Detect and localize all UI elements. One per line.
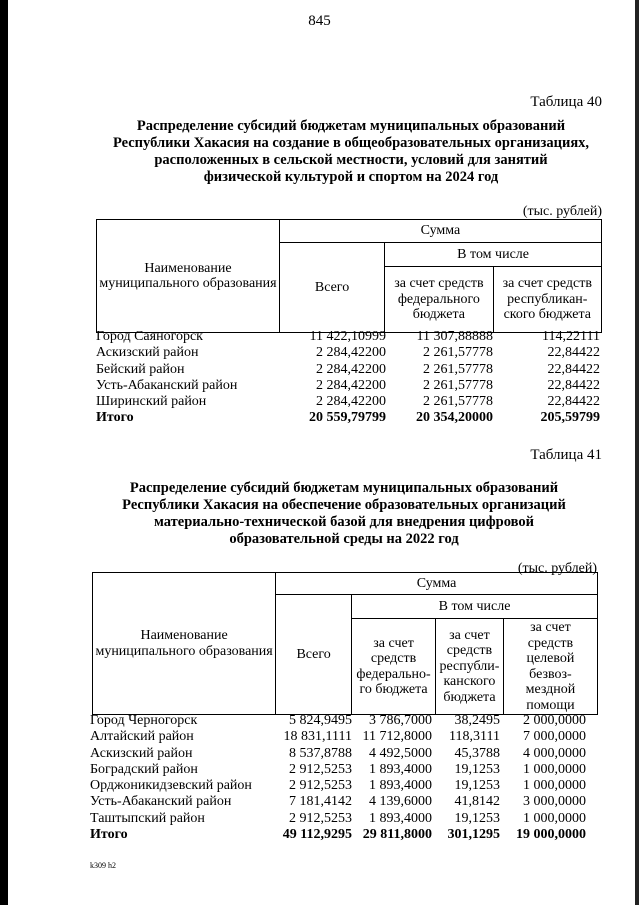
table40-caption: Таблица 40 bbox=[530, 94, 602, 110]
cell-total: 2 284,42200 bbox=[316, 394, 386, 410]
cell-federal: 2 261,57778 bbox=[423, 345, 493, 361]
table40-body bbox=[96, 329, 600, 427]
cell-total: 2 284,42200 bbox=[316, 345, 386, 361]
table-total-row bbox=[96, 410, 600, 426]
cell-federal: 4 492,5000 bbox=[369, 745, 432, 761]
table-row bbox=[90, 713, 586, 729]
cell-total: 2 912,5253 bbox=[289, 810, 352, 826]
table40-header-name: Наименование муниципального образования bbox=[97, 220, 280, 333]
cell-name: Усть-Абаканский район bbox=[90, 794, 232, 810]
table41-header-name: Наименование муниципального образования bbox=[93, 573, 276, 715]
cell-total: 2 284,42200 bbox=[316, 377, 386, 393]
table41-header-federal: за счет средств федерально-го бюджета bbox=[352, 619, 436, 715]
cell-republic: 22,84422 bbox=[547, 394, 600, 410]
cell-federal: 11 712,8000 bbox=[362, 729, 432, 745]
cell-name: Бейский район bbox=[96, 361, 185, 377]
cell-grant: 1 000,0000 bbox=[523, 761, 586, 777]
cell-federal: 2 261,57778 bbox=[423, 394, 493, 410]
cell-republic: 205,59799 bbox=[540, 410, 600, 426]
table41-units: (тыс. рублей) bbox=[517, 561, 597, 576]
table-row bbox=[96, 394, 600, 410]
table-row bbox=[96, 378, 600, 394]
cell-federal: 1 893,4000 bbox=[369, 778, 432, 794]
table-row bbox=[90, 778, 586, 794]
cell-total: 7 181,4142 bbox=[289, 794, 352, 810]
table-total-row bbox=[90, 827, 586, 843]
table40-header-sum: Сумма bbox=[279, 220, 601, 243]
table-row bbox=[90, 729, 586, 745]
cell-grant: 1 000,0000 bbox=[523, 810, 586, 826]
cell-federal: 20 354,20000 bbox=[416, 410, 493, 426]
cell-federal: 2 261,57778 bbox=[423, 377, 493, 393]
table41-caption: Таблица 41 bbox=[530, 447, 602, 463]
cell-republic: 45,3788 bbox=[454, 745, 500, 761]
table41-body bbox=[90, 713, 586, 843]
cell-total: 2 284,42200 bbox=[316, 361, 386, 377]
cell-federal: 3 786,7000 bbox=[369, 713, 432, 728]
table41-header-republic: за счет средств республи-канского бюджета bbox=[436, 619, 504, 715]
table41-header-grant: за счет средств целевой безвоз-мездной помощи bbox=[503, 619, 597, 715]
table40-header-republic: за счет средств республикан-ского бюджета bbox=[493, 267, 601, 333]
table40-header-total: Всего bbox=[279, 243, 384, 333]
table41-title-line: образовательной среды на 2022 год bbox=[229, 531, 459, 547]
cell-name: Орджоникидзевский район bbox=[90, 778, 252, 794]
table40-header bbox=[96, 219, 602, 333]
cell-grant: 7 000,0000 bbox=[523, 729, 586, 745]
cell-total: 2 912,5253 bbox=[289, 761, 352, 777]
page-number: 845 bbox=[308, 13, 331, 29]
cell-name: Аскизский район bbox=[96, 345, 199, 361]
cell-republic: 114,22111 bbox=[542, 329, 600, 344]
table41-header bbox=[92, 572, 598, 715]
cell-republic: 38,2495 bbox=[454, 713, 500, 728]
table40-title-line: Республики Хакасия на создание в общеобразовательных организациях, bbox=[112, 135, 590, 151]
cell-total: 5 824,9495 bbox=[289, 713, 352, 728]
cell-federal: 4 139,6000 bbox=[369, 794, 432, 810]
cell-republic: 118,3111 bbox=[449, 729, 500, 745]
table40-title-line: расположенных в сельской местности, условий для занятий bbox=[154, 152, 548, 168]
cell-republic: 19,1253 bbox=[454, 761, 500, 777]
cell-name: Боградский район bbox=[90, 761, 198, 777]
table-row bbox=[90, 811, 586, 827]
footer-code: k309 h2 bbox=[90, 861, 116, 870]
table41-title-line: Распределение субсидий бюджетам муниципальных образований bbox=[129, 480, 559, 496]
table41-header-sum: Сумма bbox=[276, 573, 598, 595]
scan-left-edge bbox=[0, 0, 8, 905]
cell-grant: 2 000,0000 bbox=[523, 713, 586, 728]
table-row bbox=[96, 345, 600, 361]
table41-title-line: Республики Хакасия на обеспечение образовательных организаций bbox=[122, 497, 566, 513]
table-row bbox=[96, 329, 600, 345]
table40-units: (тыс. рублей) bbox=[522, 204, 602, 219]
cell-name: Итого bbox=[96, 410, 134, 426]
cell-total: 2 912,5253 bbox=[289, 778, 352, 794]
table40-title bbox=[90, 118, 612, 186]
cell-federal: 1 893,4000 bbox=[369, 761, 432, 777]
cell-name: Таштыпский район bbox=[90, 810, 205, 826]
cell-total: 8 537,8788 bbox=[289, 745, 352, 761]
cell-republic: 19,1253 bbox=[454, 778, 500, 794]
cell-grant: 4 000,0000 bbox=[523, 745, 586, 761]
cell-federal: 11 307,88888 bbox=[416, 329, 493, 344]
table41-header-including: В том числе bbox=[352, 595, 598, 619]
cell-republic: 22,84422 bbox=[547, 345, 600, 361]
scan-right-edge bbox=[635, 0, 639, 905]
cell-name: Город Черногорск bbox=[90, 713, 198, 728]
cell-name: Итого bbox=[90, 827, 128, 843]
cell-total: 49 112,9295 bbox=[282, 827, 352, 843]
cell-name: Город Саяногорск bbox=[96, 329, 203, 344]
cell-name: Аскизский район bbox=[90, 745, 193, 761]
cell-republic: 19,1253 bbox=[454, 810, 500, 826]
cell-name: Ширинский район bbox=[96, 394, 207, 410]
table40-title-line: Распределение субсидий бюджетам муниципальных образований bbox=[136, 118, 566, 134]
cell-federal: 29 811,8000 bbox=[362, 827, 432, 843]
table40-header-including: В том числе bbox=[385, 243, 602, 267]
table-row bbox=[90, 794, 586, 810]
table-row bbox=[96, 362, 600, 378]
table41-title bbox=[80, 480, 608, 548]
cell-total: 18 831,1111 bbox=[283, 729, 352, 745]
cell-total: 11 422,10999 bbox=[309, 329, 386, 344]
cell-grant: 1 000,0000 bbox=[523, 778, 586, 794]
table41-header-total: Всего bbox=[276, 595, 352, 715]
cell-name: Усть-Абаканский район bbox=[96, 377, 238, 393]
cell-republic: 301,1295 bbox=[447, 827, 500, 843]
table-row bbox=[90, 746, 586, 762]
cell-federal: 1 893,4000 bbox=[369, 810, 432, 826]
table40-header-federal: за счет средств федерального бюджета bbox=[385, 267, 493, 333]
cell-grant: 19 000,0000 bbox=[516, 827, 586, 843]
cell-republic: 41,8142 bbox=[454, 794, 500, 810]
cell-total: 20 559,79799 bbox=[309, 410, 386, 426]
cell-federal: 2 261,57778 bbox=[423, 361, 493, 377]
table40-title-line: физической культурой и спортом на 2024 год bbox=[203, 169, 499, 185]
cell-republic: 22,84422 bbox=[547, 377, 600, 393]
table-row bbox=[90, 762, 586, 778]
cell-name: Алтайский район bbox=[90, 729, 194, 745]
cell-republic: 22,84422 bbox=[547, 361, 600, 377]
table41-title-line: материально-технической базой для внедрения цифровой bbox=[154, 514, 534, 530]
cell-grant: 3 000,0000 bbox=[523, 794, 586, 810]
